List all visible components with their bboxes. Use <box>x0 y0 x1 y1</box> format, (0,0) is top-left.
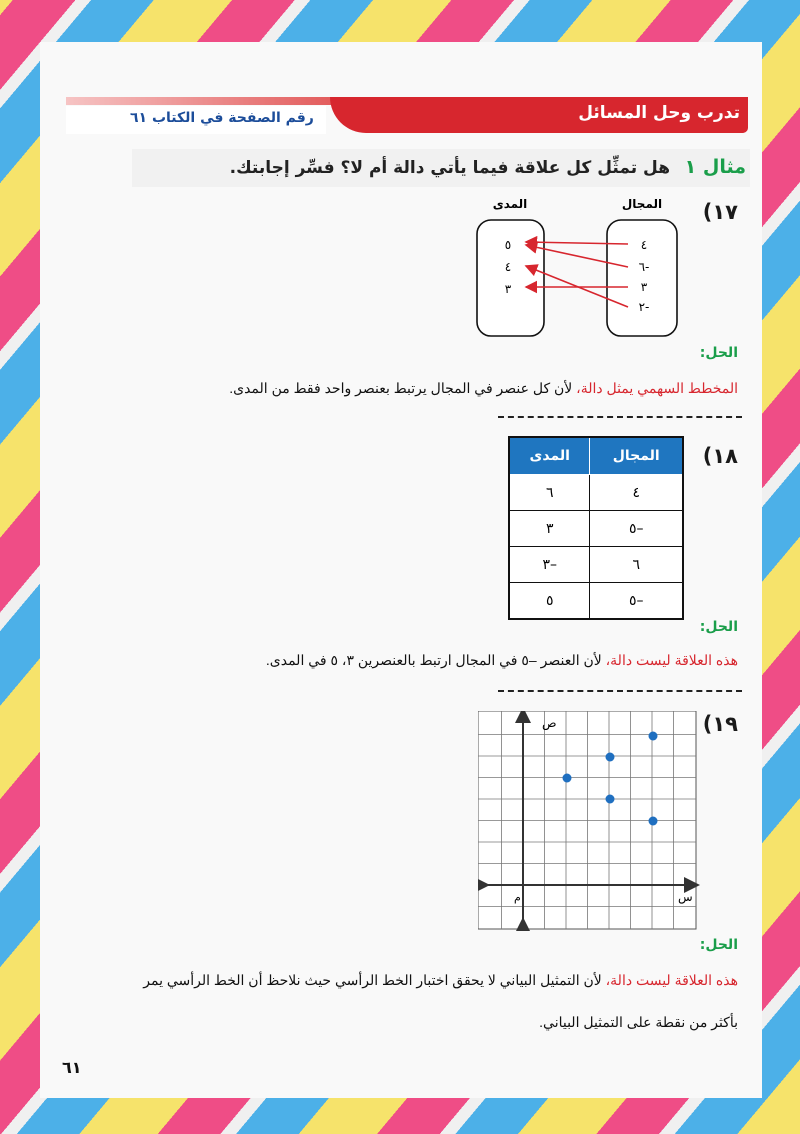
q17-answer <box>229 380 738 397</box>
q17-solution-label: الحل: <box>699 345 738 361</box>
graph-point <box>606 795 615 804</box>
range-title: المدى <box>492 197 528 211</box>
range-value-1: ٥ <box>504 238 512 252</box>
domain-value-3: ٣ <box>640 280 648 294</box>
domain-value-2: ٦- <box>638 260 650 274</box>
table-header-domain: المجال <box>590 437 683 475</box>
graph-point <box>649 817 658 826</box>
q19-answer-line-1 <box>143 972 738 989</box>
arrow-diagram <box>470 190 690 340</box>
section-title: تدرب وحل المسائل <box>578 103 740 123</box>
q18-answer <box>266 652 738 669</box>
q17-answer-verdict: المخطط السهمي يمثل دالة، <box>576 380 738 396</box>
q18-answer-reason: لأن العنصر –٥ في المجال ارتبط بالعنصرين ٣، ٥ في المدى. <box>265 652 606 668</box>
q19-answer-line-2: بأكثر من نقطة على التمثيل البياني. <box>539 1014 738 1030</box>
table-cell: –٥ <box>590 583 683 620</box>
y-axis-label: ص <box>542 716 557 730</box>
range-value-2: ٤ <box>504 260 512 274</box>
table-cell: –٥ <box>590 511 683 547</box>
q19-answer-reason: لأن التمثيل البياني لا يحقق اختبار الخط الرأسي حيث نلاحظ أن الخط الرأسي يمر <box>143 972 606 988</box>
separator-1 <box>498 416 742 418</box>
table-row <box>509 583 683 620</box>
table-cell: ٥ <box>509 583 590 620</box>
book-page-reference: رقم الصفحة في الكتاب ٦١ <box>130 110 314 126</box>
q19-solution-label: الحل: <box>699 937 738 953</box>
q19-answer-verdict: هذه العلاقة ليست دالة، <box>605 972 738 988</box>
example-label: مثال ١ <box>684 156 746 178</box>
graph-point <box>606 753 615 762</box>
relation-table <box>508 436 684 620</box>
table-cell: ٣ <box>509 511 590 547</box>
question-17-number: ١٧) <box>702 200 738 224</box>
q18-answer-verdict: هذه العلاقة ليست دالة، <box>605 652 738 668</box>
separator-2 <box>498 690 742 692</box>
graph-point <box>563 774 572 783</box>
graph-point <box>649 732 658 741</box>
q18-solution-label: الحل: <box>699 619 738 635</box>
table-cell: ٦ <box>509 475 590 511</box>
coordinate-graph <box>478 711 700 931</box>
table-cell: ٦ <box>590 547 683 583</box>
domain-title: المجال <box>621 197 663 211</box>
table-row <box>509 547 683 583</box>
question-19-number: ١٩) <box>702 712 738 736</box>
table-cell: –٣ <box>509 547 590 583</box>
table-cell: ٤ <box>590 475 683 511</box>
q17-answer-reason: لأن كل عنصر في المجال يرتبط بعنصر واحد فقط من المدى. <box>229 380 577 396</box>
range-value-3: ٣ <box>504 282 512 296</box>
table-row <box>509 511 683 547</box>
domain-value-4: ٢- <box>638 300 650 314</box>
graph-frame <box>478 711 696 929</box>
domain-value-1: ٤ <box>640 238 648 252</box>
origin-label: م <box>514 891 521 904</box>
example-question: هل تمثِّل كل علاقة فيما يأتي دالة أم لا؟ فسِّر إجابتك. <box>229 158 670 178</box>
page-number: ٦١ <box>62 1058 82 1077</box>
question-18-number: ١٨) <box>702 444 738 468</box>
x-axis-label: س <box>678 890 693 904</box>
table-header-range: المدى <box>509 437 590 475</box>
table-row <box>509 475 683 511</box>
